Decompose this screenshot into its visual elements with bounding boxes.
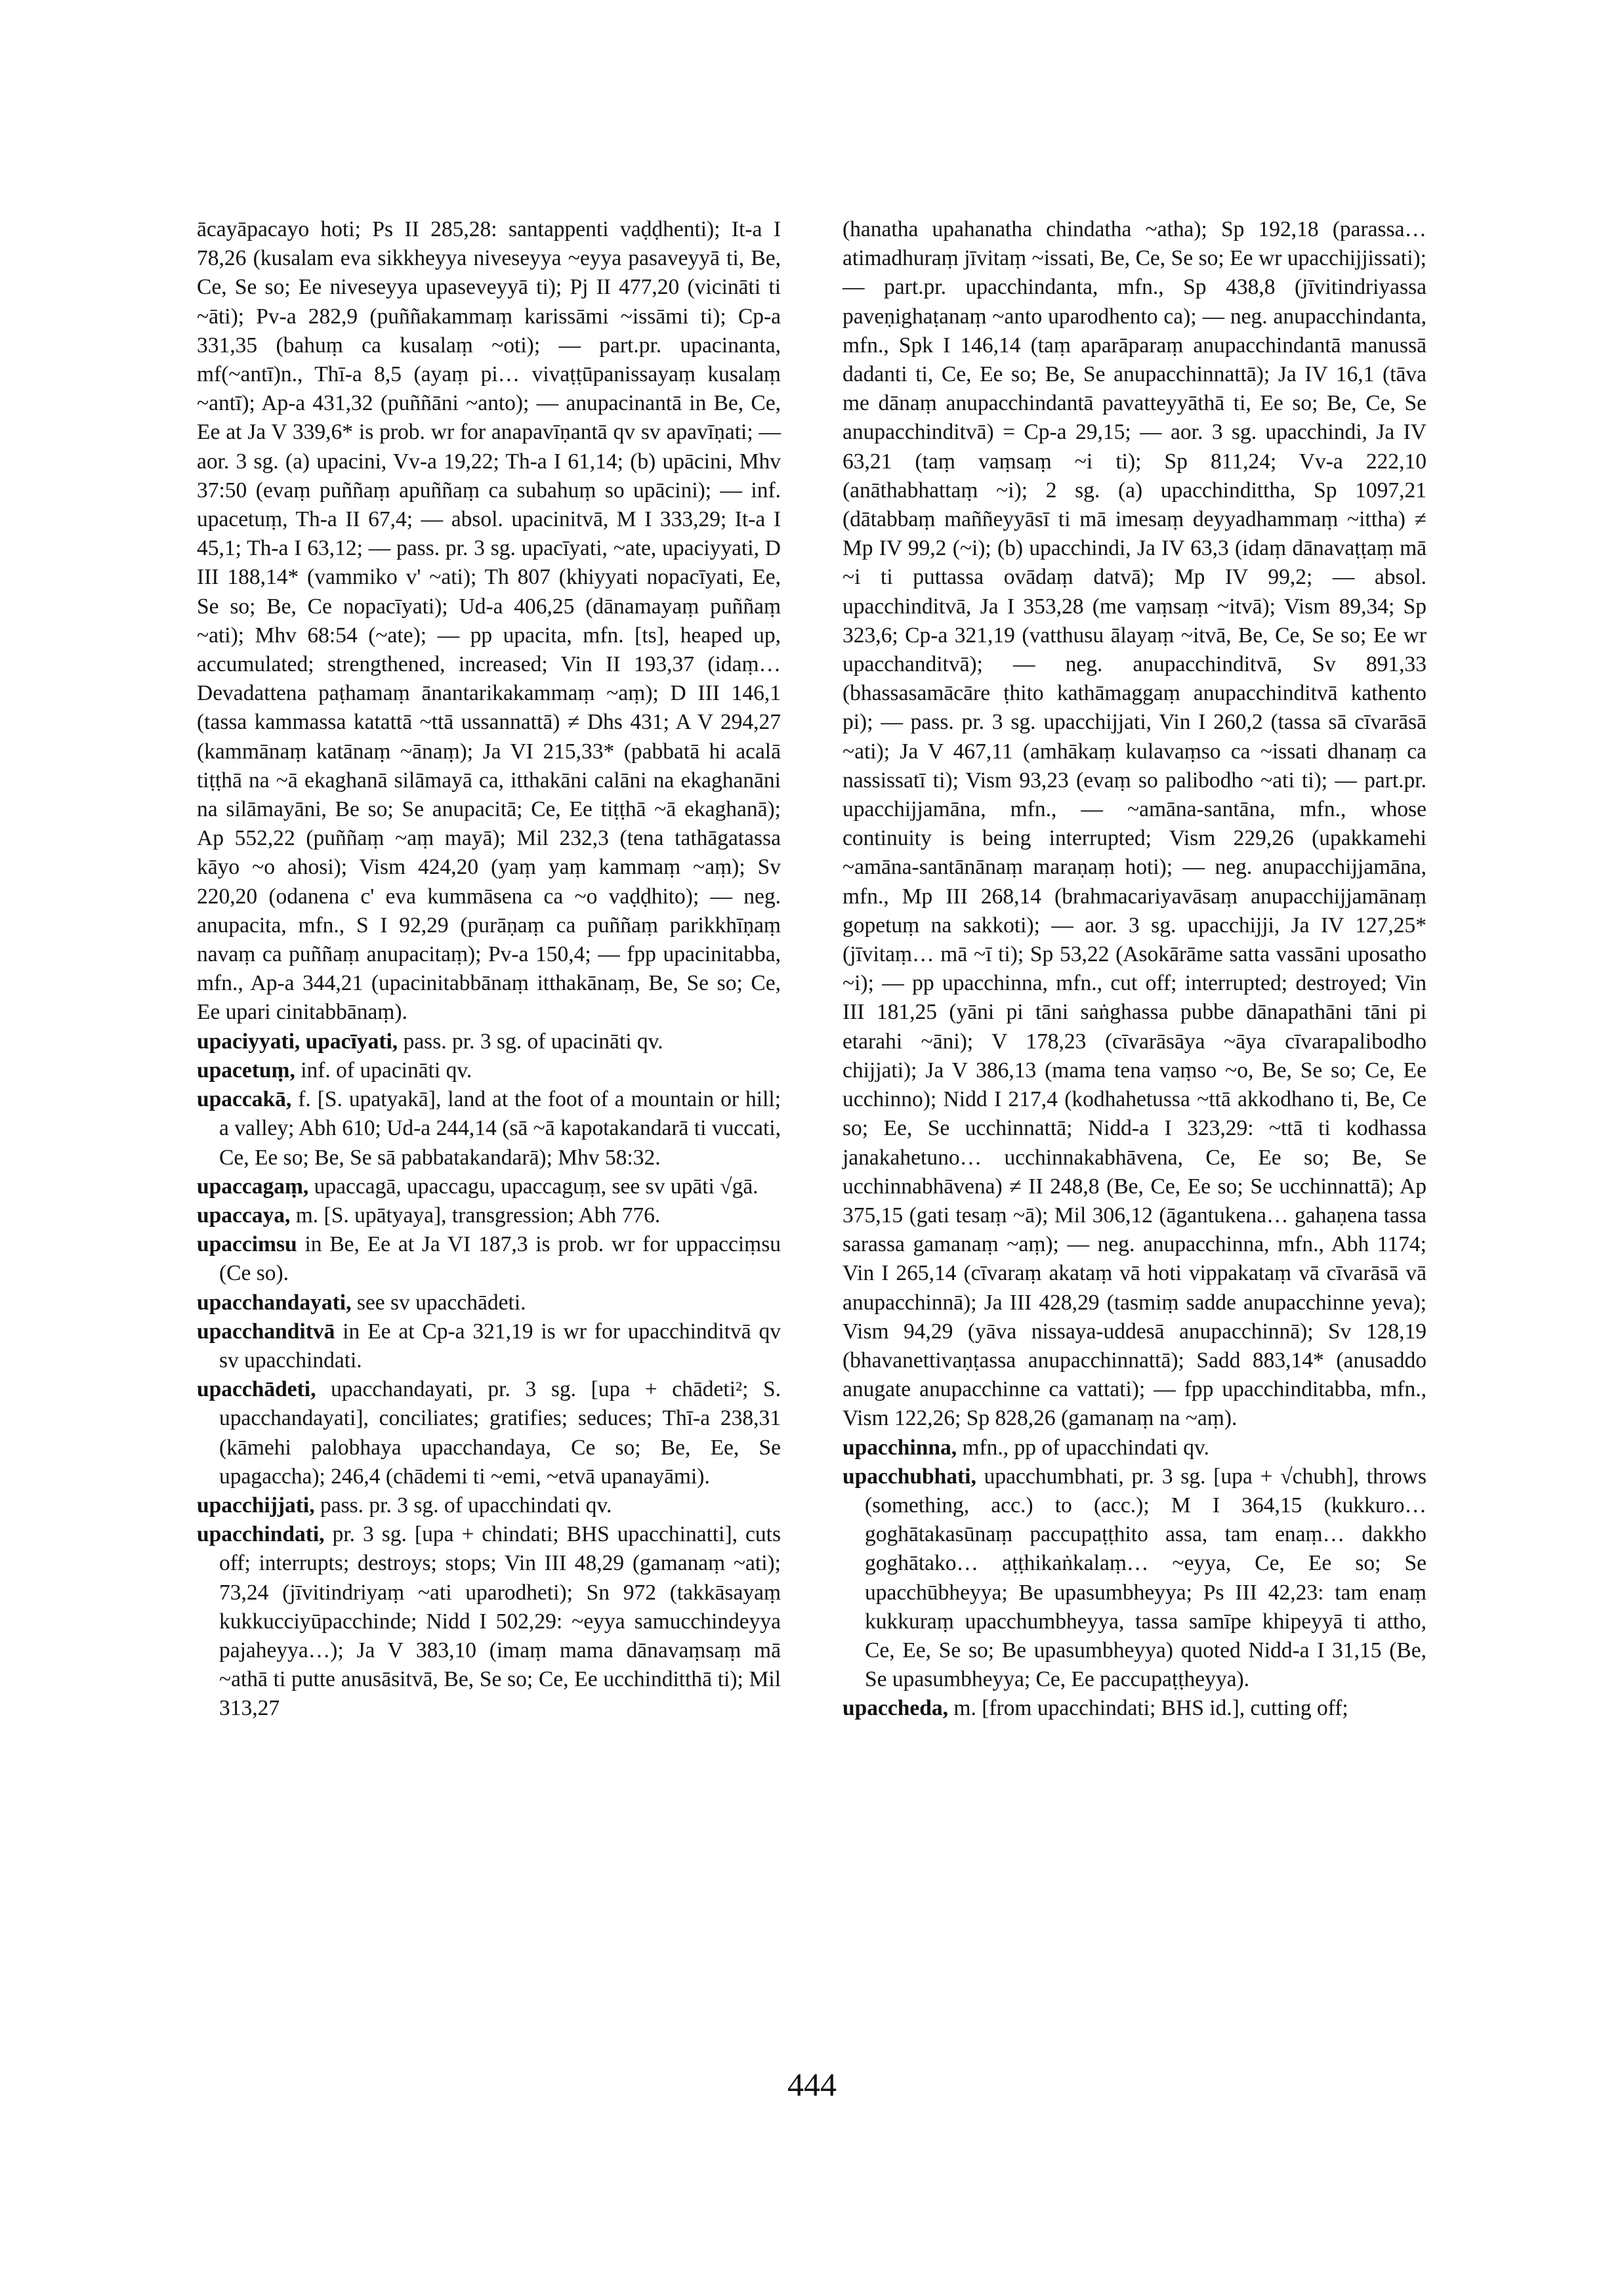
headword: upacchanditvā (197, 1319, 335, 1344)
dictionary-entry (843, 1694, 1426, 1723)
headword: upaccakā, (197, 1087, 292, 1112)
entry-body: in Ee at Cp-a 321,19 is wr for upacchinditvā qv sv upacchindati. (219, 1319, 781, 1373)
headword: upacchinna, (843, 1435, 957, 1460)
entry-body: pass. pr. 3 sg. of upacchindati qv. (320, 1493, 612, 1518)
left-column (197, 215, 781, 1724)
headword: upaccheda, (843, 1696, 949, 1721)
headword: upacetuṃ, (197, 1058, 295, 1083)
dictionary-entry (197, 1491, 781, 1520)
entry-continuation: ācayāpacayo hoti; Ps II 285,28: santappenti vaḍḍhenti); It-a I 78,26 (kusalam eva sikkheyya niveseyya ~eyya pasaveyyā ti, Be, Ce, Se so; Ee niveseyya upaseveyyā ti); Pj II 477,20 (vicināti ti ~āti); Pv-a 282,9 (puññakammaṃ karissāmi ~issāmi ti); Cp-a 331,35 (bahuṃ ca kusalaṃ ~oti); — part.pr. upacinanta, mf(~antī)n., Thī-a 8,5 (ayaṃ pi… vivaṭṭūpanissayaṃ kusalaṃ ~antī); Ap-a 431,32 (puññāni ~anto); — anupacinantā in Be, Ce, Ee at Ja V 339,6* is prob. wr for anapavīṇantā qv sv apavīṇati; — aor. 3 sg. (a) upacini, Vv-a 19,22; Th-a I 61,14; (b) upācini, Mhv 37:50 (evaṃ puññaṃ apuññaṃ ca subahuṃ so upācini); — inf. upacetuṃ, Th-a II 67,4; — absol. upacinitvā, M I 333,29; It-a I 45,1; Th-a I 63,12; — pass. pr. 3 sg. upacīyati, ~ate, upaciyyati, D III 188,14* (vammiko v' ~ati); Th 807 (khiyyati nopacīyati, Ee, Se so; Be, Ce nopacīyati); Ud-a 406,25 (dānamayaṃ puññaṃ ~ati); Mhv 68:54 (~ate); — pp upacita, mfn. [ts], heaped up, accumulated; strengthened, increased; Vin II 193,37 (idaṃ… Devadattena paṭhamaṃ ānantarikakammaṃ ~aṃ); D III 146,1 (tassa kammassa katattā ~ttā ussannattā) ≠ Dhs 431; A V 294,27 (kammānaṃ katānaṃ ~ānaṃ); Ja VI 215,33* (pabbatā hi acalā tiṭṭhā na ~ā ekaghanā silāmayā ca, itthakāni calāni na ekaghanāni na silāmayāni, Be so; Se anupacitā; Ce, Ee tiṭṭhā ~ā ekaghanā); Ap 552,22 (puññaṃ ~aṃ mayā); Mil 232,3 (tena tathāgatassa kāyo ~o ahosi); Vism 424,20 (yaṃ yaṃ kammaṃ ~aṃ); Sv 220,20 (odanena c' eva kummāsena ca ~o vaḍḍhito); — neg. anupacita, mfn., S I 92,29 (purāṇaṃ ca puññaṃ parikkhīṇaṃ navaṃ ca puññaṃ anupacitaṃ); Pv-a 150,4; — fpp upacinitabba, mfn., Ap-a 344,21 (upacinitabbānaṃ itthakānaṃ, Be, Se so; Ce, Ee upari cinitabbānaṃ). (197, 217, 781, 1025)
entry-body: see sv upacchādeti. (356, 1290, 526, 1315)
headword: upacchindati, (197, 1522, 325, 1547)
right-column (843, 215, 1426, 1724)
dictionary-entry (197, 1230, 781, 1288)
entry-body: inf. of upacināti qv. (301, 1058, 472, 1083)
dictionary-entry (197, 1201, 781, 1230)
entry-body: f. [S. upatyakā], land at the foot of a mountain or hill; a valley; Abh 610; Ud-a 244,14 (sā ~ā kapotakandarā ti vuccati, Ce, Ee so; Be, Se sā pabbatakandarā); Mhv 58:32. (219, 1087, 781, 1170)
dictionary-entry (197, 1289, 781, 1317)
dictionary-entry (197, 1375, 781, 1491)
entry-body: m. [S. upātyaya], transgression; Abh 776. (295, 1203, 661, 1228)
headword: upacchandayati, (197, 1290, 352, 1315)
page-number: 444 (787, 2066, 837, 2103)
headword: upacchijjati, (197, 1493, 315, 1518)
entry-body: upacchumbhati, pr. 3 sg. [upa + √chubh], throws (something, acc.) to (acc.); M I 364,15 (kukkuro… goghātakasūnaṃ paccupaṭṭhito assa, tam enaṃ… dakkho goghātako… aṭṭhikaṅkalaṃ… ~eyya, Ce, Ee so; Se upacchūbheyya; Be upasumbheyya; Ps III 42,23: tam enaṃ kukkuraṃ upacchumbheyya, tassa samīpe khipeyyā ti attho, Ce, Ee, Se so; Be upasumbheyya) quoted Nidd-a I 31,15 (Be, Se upasumbheyya; Ce, Ee paccupaṭṭheyya). (865, 1464, 1426, 1692)
headword: upacchubhati, (843, 1464, 976, 1489)
dictionary-entry (197, 1085, 781, 1172)
entry-body: mfn., pp of upacchindati qv. (962, 1435, 1209, 1460)
dictionary-entry (843, 1462, 1426, 1695)
dictionary-entry (197, 1027, 781, 1056)
dictionary-entry (197, 1317, 781, 1375)
dictionary-entry (197, 1172, 781, 1201)
entry-body: upacchandayati, pr. 3 sg. [upa + chādeti²; S. upacchandayati], conciliates; gratifies; seduces; Thī-a 238,31 (kāmehi palobhaya upacchandaya, Ce so; Be, Ee, Se upagaccha); 246,4 (chādemi ti ~emi, ~etvā upanayāmi). (219, 1377, 781, 1489)
dictionary-entry (197, 1056, 781, 1085)
entry-continuation: (hanatha upahanatha chindatha ~atha); Sp 192,18 (parassa… atimadhuraṃ jīvitaṃ ~issati, Be, Ce, Se so; Ee wr upacchijjissati); — part.pr. upacchindanta, mfn., Sp 438,8 (jīvitindriyassa paveṇighaṭanaṃ ~anto uparodhento ca); — neg. anupacchindanta, mfn., Spk I 146,14 (taṃ aparāparaṃ anupacchindantā manussā dadanti ti, Ce, Ee so; Be, Se anupacchinnattā); Ja IV 16,1 (tāva me dānaṃ anupacchindantā pavatteyyāthā ti, Ee so; Be, Ce, Se anupacchinditvā) = Cp-a 29,15; — aor. 3 sg. upacchindi, Ja IV 63,21 (taṃ vaṃsaṃ ~i ti); Sp 811,24; Vv-a 222,10 (anāthabhattaṃ ~i); 2 sg. (a) upacchindittha, Sp 1097,21 (dātabbaṃ maññeyyāsī ti mā imesaṃ deyyadhammaṃ ~ittha) ≠ Mp IV 99,2 (~i); (b) upacchindi, Ja IV 63,3 (idaṃ dānavaṭṭaṃ mā ~i ti puttassa ovādaṃ datvā); Mp IV 99,2; — absol. upacchinditvā, Ja I 353,28 (me vaṃsaṃ ~itvā); Vism 89,34; Sp 323,6; Cp-a 321,19 (vatthusu ālayaṃ ~itvā, Be, Ce, Se so; Ee wr upacchanditvā); — neg. anupacchinditvā, Sv 891,33 (bhassasamācāre ṭhito kathāmaggaṃ anupacchinditvā kathento pi); — pass. pr. 3 sg. upacchijjati, Vin I 260,2 (tassa sā cīvarāsā ~ati); Ja V 467,11 (amhākaṃ kulavaṃso ca ~issati dhanaṃ ca nassissatī ti); Vism 93,23 (evaṃ so palibodho ~ati ti); — part.pr. upacchijjamāna, mfn., — ~amāna-santāna, mfn., whose continuity is being interrupted; Vism 229,26 (upakkamehi ~amāna-santānānaṃ maraṇaṃ hoti); — neg. anupacchijjamāna, mfn., Mp III 268,14 (brahmacariyavāsaṃ anupacchijjamānaṃ gopetuṃ na sakkoti); — aor. 3 sg. upacchijji, Ja IV 127,25* (jīvitaṃ… mā ~ī ti); Sp 53,22 (Asokārāme satta vassāni uposatho ~i); — pp upacchinna, mfn., cut off; interrupted; destroyed; Vin III 181,25 (yāni pi tāni saṅghassa pubbe dānapathāni tāni pi etarahi ~āni); V 178,23 (cīvarāsāya ~āya cīvarapalibodho chijjati); Ja V 386,13 (mama tena vaṃso ~o, Be, Se so; Ce, Ee ucchinno); Nidd I 217,4 (kodhahetussa ~ttā akkodhano ti, Be, Ce so; Ee, Se ucchinnattā; Nidd-a I 323,29: ~ttā ti kodhassa janakahetuno… ucchinnakabhāvena, Ce, Ee so; Be, Se ucchinnabhāvena) ≠ II 248,8 (Be, Ce, Ee so; Se ucchinnattā); Ap 375,15 (gati tesaṃ ~ā); Mil 306,12 (āgantukena… gahaṇena tassa sarassa gamanaṃ ~aṃ); — neg. anupacchinna, mfn., Abh 1174; Vin I 265,14 (cīvaraṃ akataṃ vā hoti vippakataṃ vā cīvarāsā vā anupacchinnā); Ja III 428,29 (tasmiṃ sadde anupacchinne yeva); Vism 94,29 (yāva nissaya-uddesā anupacchinnā); Sv 128,19 (bhavanettivaṇṭassa anupacchinnattā); Sadd 883,14* (anusaddo anugate anupacchinne ca vattati); — fpp upacchinditabba, mfn., Vism 122,26; Sp 828,26 (gamanaṃ na ~aṃ). (843, 217, 1426, 1431)
dictionary-entry (197, 1520, 781, 1723)
entry-body: in Be, Ee at Ja VI 187,3 is prob. wr for uppacciṃsu (Ce so). (219, 1232, 781, 1286)
dictionary-entry (843, 1434, 1426, 1462)
entry-body: pr. 3 sg. [upa + chindati; BHS upacchinatti], cuts off; interrupts; destroys; stops; Vin III 48,29 (gamanaṃ ~ati); 73,24 (jīvitindriyaṃ ~ati uparodheti); Sn 972 (takkāsayaṃ kukkucciyūpacchinde; Nidd I 502,29: ~eyya samucchindeyya pajaheyya…); Ja V 383,10 (imaṃ mama dānavaṃsaṃ mā ~athā ti putte anusāsitvā, Be, Se so; Ce, Ee ucchinditthā ti); Mil 313,27 (219, 1522, 781, 1721)
headword: upaccimsu (197, 1232, 297, 1257)
headword: upaccagaṃ, (197, 1174, 309, 1199)
entry-body: m. [from upacchindati; BHS id.], cutting off; (953, 1696, 1348, 1721)
entry-body: pass. pr. 3 sg. of upacināti qv. (403, 1029, 663, 1054)
headword: upacchādeti, (197, 1377, 316, 1402)
headword: upaccaya, (197, 1203, 291, 1228)
headword: upaciyyati, upacīyati, (197, 1029, 398, 1054)
entry-body: upaccagā, upaccagu, upaccaguṃ, see sv upāti √gā. (314, 1174, 759, 1199)
